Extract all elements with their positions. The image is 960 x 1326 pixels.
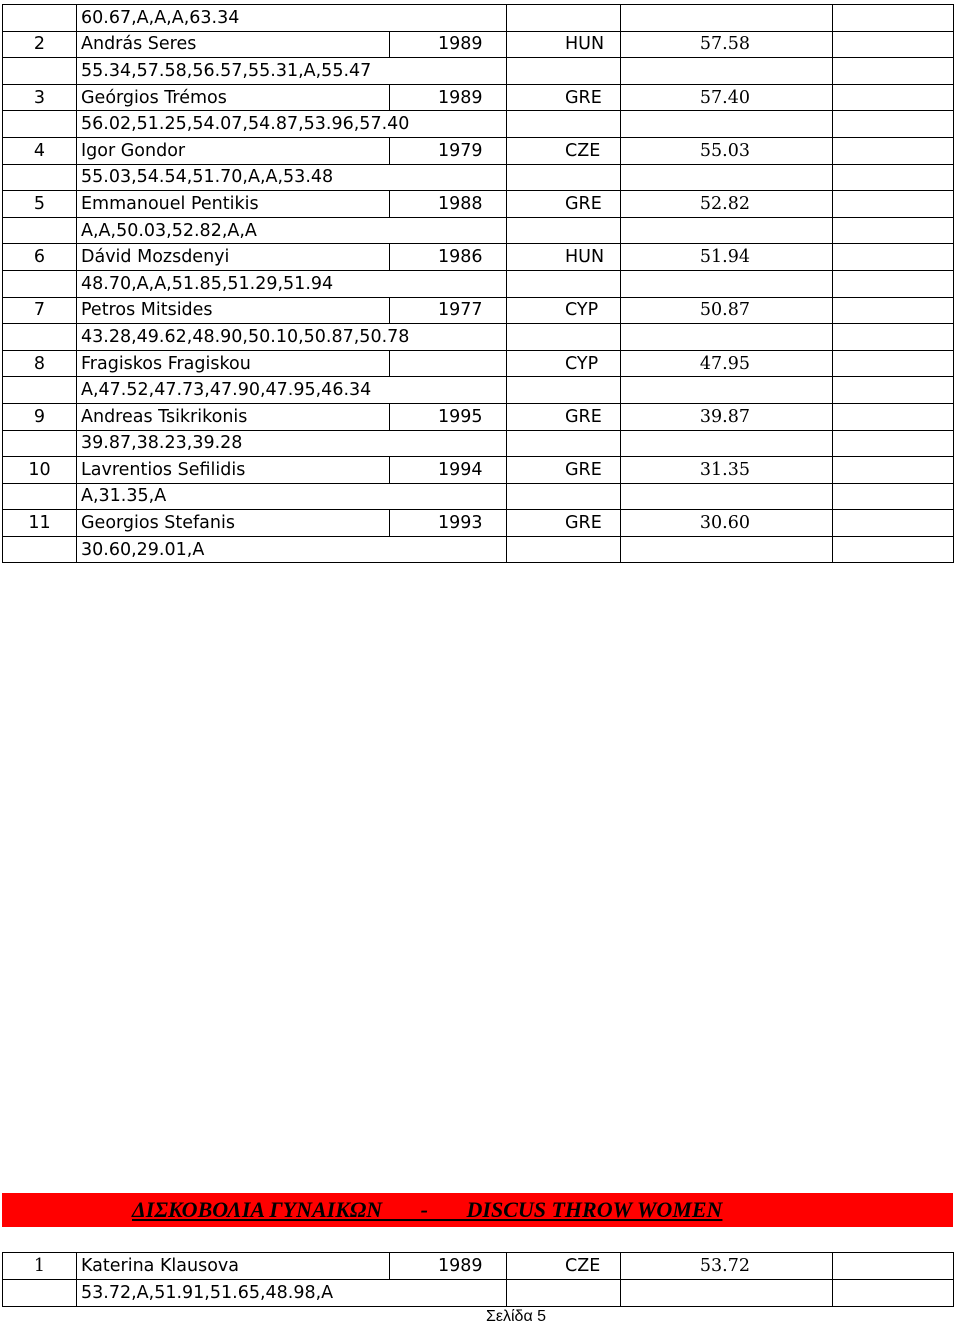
- empty-cell: [507, 111, 621, 138]
- empty-cell: [833, 403, 954, 430]
- empty-cell: [833, 483, 954, 510]
- attempts-series: A,A,50.03,52.82,A,A: [77, 217, 507, 244]
- empty-cell: [833, 457, 954, 484]
- series-row: [3, 5, 954, 32]
- empty-cell: [507, 217, 621, 244]
- series-row: [3, 483, 954, 510]
- empty-cell: [833, 350, 954, 377]
- empty-cell: [3, 217, 77, 244]
- empty-cell: [3, 430, 77, 457]
- nation-code: HUN: [507, 31, 621, 58]
- women-results-table: [2, 1252, 954, 1307]
- nation-code: GRE: [507, 457, 621, 484]
- empty-cell: [507, 324, 621, 351]
- series-row: [3, 324, 954, 351]
- empty-cell: [833, 137, 954, 164]
- empty-cell: [507, 536, 621, 563]
- empty-cell: [621, 164, 833, 191]
- empty-cell: [833, 270, 954, 297]
- birth-year: 1993: [390, 510, 507, 537]
- athlete-name: Emmanouel Pentikis: [77, 191, 390, 218]
- athlete-row: [3, 510, 954, 537]
- men-results-table: [2, 4, 954, 563]
- empty-cell: [833, 430, 954, 457]
- athlete-row: [3, 244, 954, 271]
- place-number: 3: [3, 84, 77, 111]
- birth-year: 1989: [390, 84, 507, 111]
- athlete-row: [3, 31, 954, 58]
- empty-cell: [833, 377, 954, 404]
- empty-cell: [833, 217, 954, 244]
- attempts-series: 53.72,A,51.91,51.65,48.98,A: [77, 1280, 507, 1307]
- empty-cell: [621, 5, 833, 32]
- athlete-row: [3, 84, 954, 111]
- series-row: [3, 1280, 954, 1307]
- empty-cell: [507, 5, 621, 32]
- series-row: [3, 164, 954, 191]
- best-mark: 55.03: [621, 137, 833, 164]
- place-number: 1: [3, 1253, 77, 1280]
- nation-code: GRE: [507, 84, 621, 111]
- empty-cell: [833, 84, 954, 111]
- empty-cell: [3, 377, 77, 404]
- nation-code: CYP: [507, 297, 621, 324]
- section-title: ΔΙΣΚΟΒΟΛΙΑ ΓΥΝΑΙΚΩΝ - DISCUS THROW WOMEN: [132, 1197, 723, 1222]
- place-number: 2: [3, 31, 77, 58]
- athlete-name: Georgios Stefanis: [77, 510, 390, 537]
- empty-cell: [833, 536, 954, 563]
- attempts-series: 43.28,49.62,48.90,50.10,50.87,50.78: [77, 324, 507, 351]
- attempts-series: 30.60,29.01,A: [77, 536, 507, 563]
- athlete-name: Dávid Mozsdenyi: [77, 244, 390, 271]
- place-number: 6: [3, 244, 77, 271]
- athlete-name: Lavrentios Sefilidis: [77, 457, 390, 484]
- nation-code: GRE: [507, 403, 621, 430]
- section-banner: [2, 1193, 953, 1227]
- empty-cell: [833, 297, 954, 324]
- empty-cell: [621, 377, 833, 404]
- place-number: 11: [3, 510, 77, 537]
- series-row: [3, 536, 954, 563]
- empty-cell: [3, 536, 77, 563]
- series-row: [3, 111, 954, 138]
- empty-cell: [833, 164, 954, 191]
- best-mark: 57.58: [621, 31, 833, 58]
- empty-cell: [507, 430, 621, 457]
- athlete-row: [3, 350, 954, 377]
- nation-code: GRE: [507, 510, 621, 537]
- best-mark: 57.40: [621, 84, 833, 111]
- nation-code: CZE: [507, 1253, 621, 1280]
- empty-cell: [507, 377, 621, 404]
- empty-cell: [3, 164, 77, 191]
- empty-cell: [3, 5, 77, 32]
- birth-year: 1979: [390, 137, 507, 164]
- empty-cell: [833, 1280, 954, 1307]
- best-mark: 39.87: [621, 403, 833, 430]
- birth-year: 1995: [390, 403, 507, 430]
- empty-cell: [3, 1280, 77, 1307]
- attempts-series: 55.03,54.54,51.70,A,A,53.48: [77, 164, 507, 191]
- empty-cell: [833, 244, 954, 271]
- attempts-series: 48.70,A,A,51.85,51.29,51.94: [77, 270, 507, 297]
- birth-year: [390, 350, 507, 377]
- athlete-row: [3, 457, 954, 484]
- empty-cell: [3, 270, 77, 297]
- birth-year: 1988: [390, 191, 507, 218]
- series-row: [3, 430, 954, 457]
- empty-cell: [3, 324, 77, 351]
- empty-cell: [621, 111, 833, 138]
- series-row: [3, 270, 954, 297]
- athlete-name: Petros Mitsides: [77, 297, 390, 324]
- best-mark: 31.35: [621, 457, 833, 484]
- empty-cell: [621, 270, 833, 297]
- empty-cell: [833, 58, 954, 85]
- birth-year: 1989: [390, 31, 507, 58]
- attempts-series: 39.87,38.23,39.28: [77, 430, 507, 457]
- place-number: 9: [3, 403, 77, 430]
- birth-year: 1989: [390, 1253, 507, 1280]
- place-number: 10: [3, 457, 77, 484]
- empty-cell: [621, 483, 833, 510]
- empty-cell: [507, 270, 621, 297]
- nation-code: GRE: [507, 191, 621, 218]
- attempts-series: A,47.52,47.73,47.90,47.95,46.34: [77, 377, 507, 404]
- best-mark: 53.72: [621, 1253, 833, 1280]
- page-number: Σελίδα 5: [485, 1308, 547, 1325]
- empty-cell: [621, 430, 833, 457]
- athlete-row: [3, 137, 954, 164]
- empty-cell: [507, 483, 621, 510]
- place-number: 7: [3, 297, 77, 324]
- athlete-name: Geórgios Trémos: [77, 84, 390, 111]
- best-mark: 50.87: [621, 297, 833, 324]
- empty-cell: [833, 111, 954, 138]
- athlete-name: Andreas Tsikrikonis: [77, 403, 390, 430]
- place-number: 4: [3, 137, 77, 164]
- series-row: [3, 377, 954, 404]
- empty-cell: [621, 217, 833, 244]
- empty-cell: [3, 111, 77, 138]
- empty-cell: [507, 164, 621, 191]
- athlete-row: [3, 297, 954, 324]
- birth-year: 1986: [390, 244, 507, 271]
- athlete-row: [3, 191, 954, 218]
- birth-year: 1994: [390, 457, 507, 484]
- empty-cell: [621, 1280, 833, 1307]
- empty-cell: [621, 536, 833, 563]
- best-mark: 47.95: [621, 350, 833, 377]
- attempts-series: 55.34,57.58,56.57,55.31,A,55.47: [77, 58, 507, 85]
- empty-cell: [833, 31, 954, 58]
- place-number: 5: [3, 191, 77, 218]
- best-mark: 30.60: [621, 510, 833, 537]
- empty-cell: [833, 510, 954, 537]
- athlete-row: [3, 403, 954, 430]
- empty-cell: [833, 5, 954, 32]
- empty-cell: [833, 324, 954, 351]
- athlete-name: Igor Gondor: [77, 137, 390, 164]
- empty-cell: [621, 324, 833, 351]
- athlete-name: Fragiskos Fragiskou: [77, 350, 390, 377]
- empty-cell: [3, 58, 77, 85]
- athlete-row: [3, 1253, 954, 1280]
- attempts-series: 60.67,A,A,A,63.34: [77, 5, 507, 32]
- empty-cell: [833, 191, 954, 218]
- empty-cell: [507, 1280, 621, 1307]
- birth-year: 1977: [390, 297, 507, 324]
- best-mark: 52.82: [621, 191, 833, 218]
- empty-cell: [3, 483, 77, 510]
- best-mark: 51.94: [621, 244, 833, 271]
- place-number: 8: [3, 350, 77, 377]
- empty-cell: [621, 58, 833, 85]
- athlete-name: Katerina Klausova: [77, 1253, 390, 1280]
- nation-code: CYP: [507, 350, 621, 377]
- nation-code: CZE: [507, 137, 621, 164]
- athlete-name: András Seres: [77, 31, 390, 58]
- nation-code: HUN: [507, 244, 621, 271]
- empty-cell: [833, 1253, 954, 1280]
- series-row: [3, 217, 954, 244]
- empty-cell: [507, 58, 621, 85]
- attempts-series: 56.02,51.25,54.07,54.87,53.96,57.40: [77, 111, 507, 138]
- attempts-series: A,31.35,A: [77, 483, 507, 510]
- series-row: [3, 58, 954, 85]
